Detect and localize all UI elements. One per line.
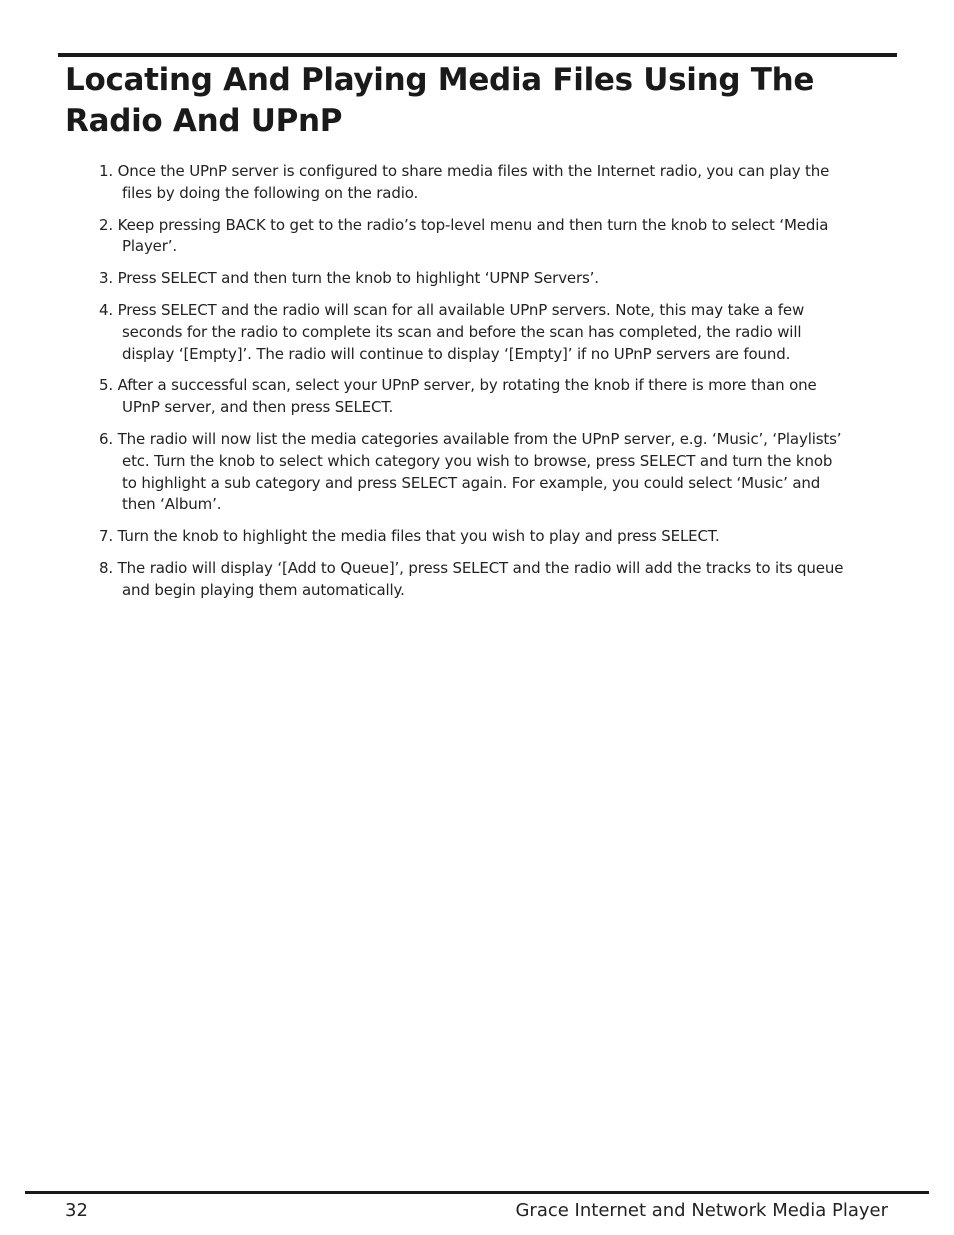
footer-rule xyxy=(25,1191,929,1194)
instruction-step: 6. The radio will now list the media categories available from the UPnP server, e.g. ‘Music’, ‘Playlists’ etc. Turn the knob to select which category you wish to browse, press SELECT and turn the knob to highlight a sub category and press SELECT again. For example, you could select ‘Music’ and then ‘Album’. xyxy=(99,429,842,514)
header-rule xyxy=(58,53,897,57)
page-number: 32 xyxy=(65,1200,88,1221)
instruction-step: 5. After a successful scan, select your UPnP server, by rotating the knob if there is more than one UPnP server, and then press SELECT. xyxy=(99,376,817,417)
instruction-step: 4. Press SELECT and the radio will scan for all available UPnP servers. Note, this may take a few seconds for the radio to complete its scan and before the scan has completed, the radio will display ‘[Empty]’. The radio will continue to display ‘[Empty]’ if no UPnP servers are found. xyxy=(99,300,805,363)
instruction-list xyxy=(99,161,851,612)
instruction-step: 2. Keep pressing BACK to get to the radio’s top-level menu and then turn the knob to select ‘Media Player’. xyxy=(99,215,829,256)
footer-document-title: Grace Internet and Network Media Player xyxy=(515,1200,888,1221)
instruction-step: 8. The radio will display ‘[Add to Queue]’, press SELECT and the radio will add the tracks to its queue and begin playing them automatically. xyxy=(99,558,844,599)
instruction-step: 7. Turn the knob to highlight the media files that you wish to play and press SELECT. xyxy=(99,527,720,546)
page-title: Locating And Playing Media Files Using The Radio And UPnP xyxy=(65,62,815,139)
instruction-step: 1. Once the UPnP server is configured to share media files with the Internet radio, you can play the files by doing the following on the radio. xyxy=(99,162,830,202)
instruction-step: 3. Press SELECT and then turn the knob to highlight ‘UPNP Servers’. xyxy=(99,269,599,288)
